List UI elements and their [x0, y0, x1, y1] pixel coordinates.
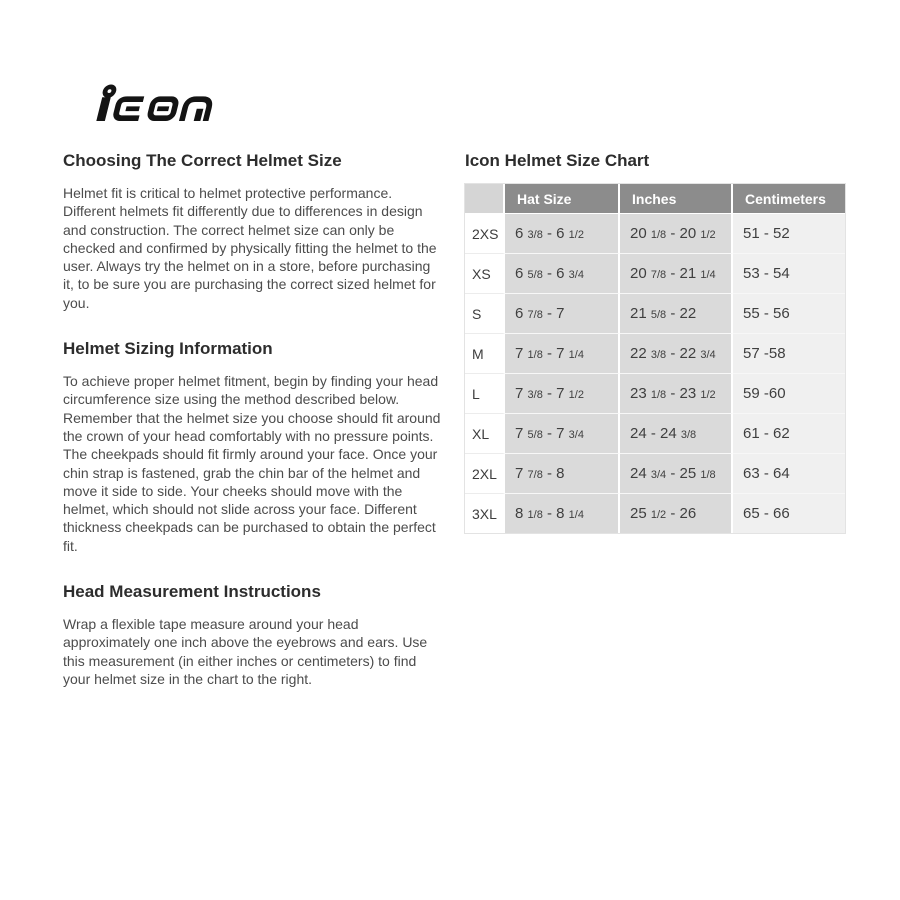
size-label: XS: [465, 254, 505, 294]
col-header-inches: Inches: [620, 184, 733, 214]
fraction: 3/8: [650, 349, 667, 361]
section-heading-choosing-size: Choosing The Correct Helmet Size: [63, 151, 342, 170]
inches-cell: 25 1/2 - 26: [620, 494, 733, 533]
fraction: 1/8: [527, 349, 543, 361]
table-body: [465, 214, 845, 533]
table-row: [465, 414, 845, 454]
inches-cell: 20 7/8 - 21 1/4: [620, 254, 733, 294]
hat-size-cell: 7 5/8 - 7 3/4: [505, 414, 620, 454]
sizing-info-column: [63, 150, 445, 714]
centimeters-cell: 53 - 54: [733, 254, 845, 294]
section-head-measurement: [63, 581, 445, 688]
centimeters-cell: 59 -60: [733, 374, 845, 414]
hat-size-cell: 7 3/8 - 7 1/2: [505, 374, 620, 414]
size-label: S: [465, 294, 505, 334]
fraction: 3/4: [568, 269, 584, 281]
table-header-row: [465, 184, 845, 214]
centimeters-cell: 61 - 62: [733, 414, 845, 454]
section-heading-sizing-information: Helmet Sizing Information: [63, 339, 273, 359]
centimeters-cell: 65 - 66: [733, 494, 845, 533]
fraction: 3/4: [650, 469, 667, 481]
icon-brand-logo: [62, 84, 236, 122]
centimeters-cell: 55 - 56: [733, 294, 845, 334]
hat-size-cell: 8 1/8 - 8 1/4: [505, 494, 620, 533]
section-heading-head-measurement: Head Measurement Instructions: [63, 582, 321, 602]
table-row: [465, 214, 845, 254]
hat-size-cell: 6 7/8 - 7: [505, 294, 620, 334]
fraction: 7/8: [650, 269, 667, 281]
centimeters-cell: 51 - 52: [733, 214, 845, 254]
fraction: 5/8: [527, 429, 543, 441]
fraction: 5/8: [650, 309, 667, 321]
hat-size-cell: 6 5/8 - 6 3/4: [505, 254, 620, 294]
inches-cell: 23 1/8 - 23 1/2: [620, 374, 733, 414]
table-row: [465, 494, 845, 533]
table-row: [465, 334, 845, 374]
fraction: 5/8: [527, 269, 543, 281]
fraction: 1/2: [568, 229, 584, 241]
table-row: [465, 374, 845, 414]
fraction: 7/8: [527, 469, 543, 481]
fraction: 3/4: [700, 349, 716, 361]
centimeters-cell: 63 - 64: [733, 454, 845, 494]
fraction: 1/2: [700, 229, 716, 241]
fraction: 1/2: [700, 389, 716, 401]
hat-size-cell: 7 1/8 - 7 1/4: [505, 334, 620, 374]
corner-cell: [465, 184, 505, 214]
size-label: L: [465, 374, 505, 414]
fraction: 1/4: [568, 509, 584, 521]
fraction: 7/8: [527, 309, 543, 321]
helmet-size-table: [465, 184, 845, 533]
col-header-centimeters: Centimeters: [733, 184, 845, 214]
fraction: 3/4: [568, 429, 584, 441]
size-chart-title: Icon Helmet Size Chart: [465, 151, 650, 170]
fraction: 1/8: [700, 469, 716, 481]
fraction: 3/8: [680, 429, 697, 441]
inches-cell: 24 3/4 - 25 1/8: [620, 454, 733, 494]
table-row: [465, 294, 845, 334]
fraction: 1/8: [527, 509, 543, 521]
fraction: 1/8: [650, 389, 667, 401]
hat-size-cell: 7 7/8 - 8: [505, 454, 620, 494]
table-row: [465, 454, 845, 494]
fraction: 1/8: [650, 229, 667, 241]
fraction: 3/8: [527, 389, 543, 401]
size-chart-column: [465, 150, 846, 533]
section-body-choosing-size: Helmet fit is critical to helmet protective performance. Different helmets fit differently due to differences in design and construction. The correct helmet size can only be checked and confirmed by physically fitting the helmet to the user. Always try the helmet on in a store, before purchasing it, to be sure you are purchasing the correct sized helmet for you.: [63, 185, 437, 311]
section-choosing-size: [63, 150, 445, 312]
size-label: 3XL: [465, 494, 505, 533]
size-label: XL: [465, 414, 505, 454]
section-sizing-information: [63, 338, 445, 555]
col-header-hat-size: Hat Size: [505, 184, 620, 214]
fraction: 1/4: [700, 269, 716, 281]
table-row: [465, 254, 845, 294]
size-label: 2XL: [465, 454, 505, 494]
section-body-head-measurement: Wrap a flexible tape measure around your head approximately one inch above the eyebrows and ears. Use this measurement (in either inches or centimeters) to find your helmet size in the chart to the right.: [63, 616, 428, 687]
centimeters-cell: 57 -58: [733, 334, 845, 374]
fraction: 1/2: [650, 509, 667, 521]
section-body-sizing-information: To achieve proper helmet fitment, begin by finding your head circumference size using the method described below. Remember that the helmet size you choose should fit around the crown of your head comfortably with no pressure points. The cheekpads should fit firmly around your face. Once your chin strap is fastened, grab the chin bar of the helmet and move it side to side. Your cheeks should move with the helmet, which should not slide across your face. Different thickness cheekpads can be purchased to obtain the perfect fit.: [63, 373, 441, 554]
size-label: 2XS: [465, 214, 505, 254]
size-label: M: [465, 334, 505, 374]
fraction: 3/8: [527, 229, 543, 241]
fraction: 1/4: [568, 349, 584, 361]
inches-cell: 22 3/8 - 22 3/4: [620, 334, 733, 374]
hat-size-cell: 6 3/8 - 6 1/2: [505, 214, 620, 254]
fraction: 1/2: [568, 389, 584, 401]
inches-cell: 21 5/8 - 22: [620, 294, 733, 334]
inches-cell: 24 - 24 3/8: [620, 414, 733, 454]
icon-logo-graphic: [62, 84, 236, 122]
inches-cell: 20 1/8 - 20 1/2: [620, 214, 733, 254]
